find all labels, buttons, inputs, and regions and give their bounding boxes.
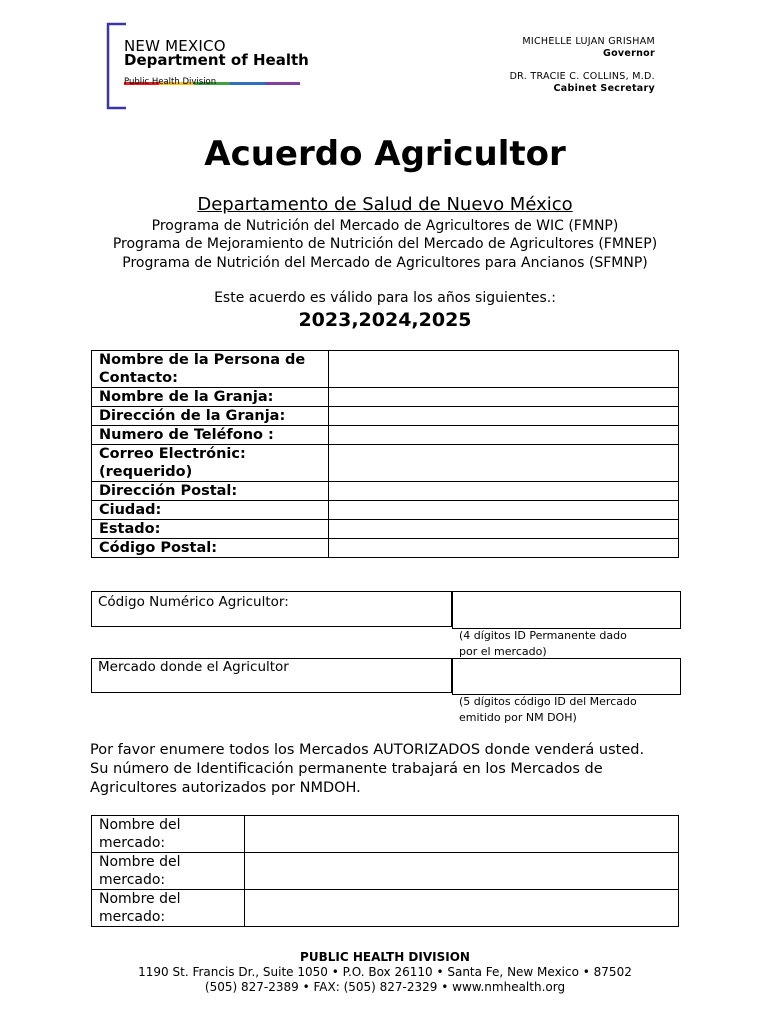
farmer-code-label: Código Numérico Agricultor: [91,591,452,627]
table-row [92,407,679,426]
table-row [92,445,679,482]
farmer-code-field[interactable] [452,591,681,629]
field-label: Estado: [92,520,329,539]
market-name-field[interactable] [245,816,679,853]
table-row [92,426,679,445]
field-label: Dirección de la Granja: [92,407,329,426]
contact-info-table [91,350,679,558]
email-field[interactable] [329,445,679,482]
footer-address: 1190 St. Francis Dr., Suite 1050 • P.O. Box 26110 • Santa Fe, New Mexico • 87502 [138,965,632,979]
page-title: Acuerdo Agricultor [204,134,566,174]
official-secretary-title: Cabinet Secretary [553,83,655,94]
table-row [92,853,679,890]
footer-title: PUBLIC HEALTH DIVISION [300,950,470,964]
note-line: (5 dígitos código ID del Mercado [459,695,637,708]
farmer-code-note [459,628,627,660]
logo-state-name: NEW MEXICO [124,37,226,55]
valid-years: 2023,2024,2025 [298,309,472,331]
table-row [92,482,679,501]
instructions-paragraph [90,741,690,798]
official-secretary-name: DR. TRACIE C. COLLINS, M.D. [509,71,655,82]
table-row [92,388,679,407]
validity-text: Este acuerdo es válido para los años siguientes.: [214,290,556,306]
phone-field[interactable] [329,426,679,445]
logo-bar-segment [265,82,300,85]
official-governor-name: MICHELLE LUJAN GRISHAM [522,36,655,47]
field-label: Nombre de la Granja: [92,388,329,407]
field-label: Numero de Teléfono : [92,426,329,445]
note-line: por el mercado) [459,645,547,658]
market-name-field[interactable] [245,890,679,927]
logo-bar-segment [230,82,265,85]
market-name-field[interactable] [245,853,679,890]
department-heading: Departamento de Salud de Nuevo México [197,194,573,215]
table-row [92,520,679,539]
market-name-label: Nombre del mercado: [92,890,245,927]
city-field[interactable] [329,501,679,520]
market-code-field[interactable] [452,658,681,695]
field-label: Correo Electrónic: (requerido) [92,445,329,482]
field-label: Ciudad: [92,501,329,520]
farm-name-field[interactable] [329,388,679,407]
farm-address-field[interactable] [329,407,679,426]
official-governor-title: Governor [602,48,655,59]
field-label: Nombre de la Persona de Contacto: [92,351,329,388]
market-names-table [91,815,679,927]
note-line: emitido por NM DOH) [459,711,577,724]
table-row [92,539,679,558]
state-field[interactable] [329,520,679,539]
market-name-label: Nombre del mercado: [92,853,245,890]
contact-name-field[interactable] [329,351,679,388]
instruction-line: Por favor enumere todos los Mercados AUTORIZADOS donde venderá usted. [90,742,645,758]
market-code-note [459,694,637,726]
note-line: (4 dígitos ID Permanente dado [459,629,627,642]
program-line: Programa de Nutrición del Mercado de Agricultores para Ancianos (SFMNP) [122,255,648,271]
field-label: Código Postal: [92,539,329,558]
table-row [92,351,679,388]
table-row [92,501,679,520]
zip-code-field[interactable] [329,539,679,558]
logo-division-name: Public Health Division [124,77,217,87]
field-label: Dirección Postal: [92,482,329,501]
table-row [92,816,679,853]
instruction-line: Su número de Identificación permanente trabajará en los Mercados de [90,761,603,777]
market-name-label: Nombre del mercado: [92,816,245,853]
market-label: Mercado donde el Agricultor [91,658,452,693]
table-row [92,890,679,927]
logo-color-bar [124,70,300,73]
logo-department-name: Department of Health [124,51,309,69]
postal-address-field[interactable] [329,482,679,501]
program-line: Programa de Mejoramiento de Nutrición del Mercado de Agricultores (FMNEP) [112,236,658,252]
footer-contact: (505) 827-2389 • FAX: (505) 827-2329 • www.nmhealth.org [204,980,566,994]
instruction-line: Agricultores autorizados por NMDOH. [90,780,361,796]
program-line: Programa de Nutrición del Mercado de Agricultores de WIC (FMNP) [151,218,619,234]
